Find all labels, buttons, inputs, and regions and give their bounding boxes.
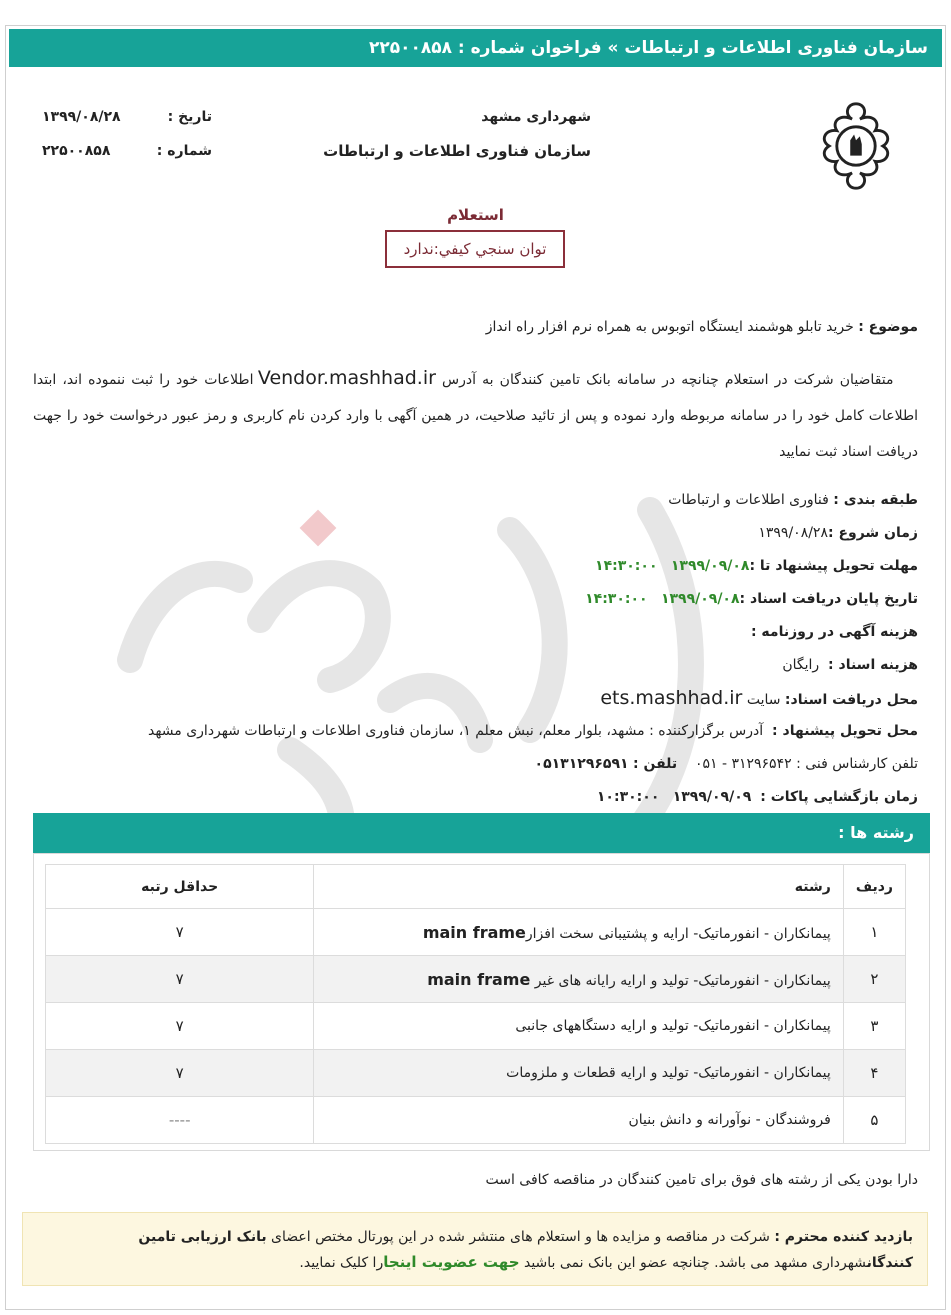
field-text: پیمانکاران - انفورماتیک- ارایه و پشتیبانی سخت افزار <box>525 925 831 942</box>
row-number: ۱ <box>843 909 905 956</box>
deadline-date: ۱۳۹۹/۰۹/۰۸ <box>670 558 750 574</box>
docs-end-row <box>18 583 918 616</box>
tender-details <box>18 484 918 814</box>
subject-text: خرید تابلو هوشمند ایستگاه اتوبوس به همراه نرم افزار راه انداز <box>485 319 854 335</box>
field-name <box>314 909 843 956</box>
header-field: رشته <box>314 865 843 909</box>
min-rank: ۷ <box>46 956 314 1003</box>
row-number: ۳ <box>843 1003 905 1050</box>
deadline-time: ۱۴:۳۰:۰۰ <box>595 558 658 574</box>
table-row <box>46 1097 906 1144</box>
opening-time: ۱۰:۳۰:۰۰ <box>596 789 660 805</box>
delivery-value: آدرس برگزارکننده : مشهد، بلوار معلم، نبش معلم ۱، سازمان فناوری اطلاعات و ارتباطات شهرداری مشهد <box>147 723 764 739</box>
opening-row <box>18 781 918 814</box>
field-text: پیمانکاران - انفورماتیک- تولید و ارایه رایانه های غیر <box>534 972 831 989</box>
min-rank: ۷ <box>46 1050 314 1097</box>
notice-text1: شرکت در مناقصه و مزایده ها و استعلام های منتشر شده در این پورتال مختص اعضای <box>266 1229 775 1245</box>
row-number: ۴ <box>843 1050 905 1097</box>
table-row <box>46 1050 906 1097</box>
deadline-label: مهلت تحویل پیشنهاد تا : <box>749 558 918 574</box>
field-text: پیمانکاران - انفورماتیک- تولید و ارایه دستگاههای جانبی <box>515 1018 831 1034</box>
field-text: پیمانکاران - انفورماتیک- تولید و ارایه قطعات و ملزومات <box>506 1065 831 1081</box>
number-row <box>42 140 212 162</box>
vendor-link[interactable]: Vendor.mashhad.ir <box>257 367 436 389</box>
document-meta <box>42 106 212 162</box>
delivery-label: محل تحویل پیشنهاد : <box>772 723 918 739</box>
fields-section-header <box>33 813 930 853</box>
org-info <box>323 106 591 162</box>
category-row <box>18 484 918 517</box>
doc-cost-value: رایگان <box>782 657 820 673</box>
docs-end-label: تاریخ پایان دریافت اسناد : <box>739 591 918 607</box>
field-name <box>314 1003 843 1050</box>
tech-phone-label: تلفن کارشناس فنی : <box>796 756 918 772</box>
row-number: ۵ <box>843 1097 905 1144</box>
number-value: ۲۲۵۰۰۸۵۸ <box>42 143 111 159</box>
doc-cost-label: هزینه اسناد : <box>828 657 918 673</box>
notice-bank: بانک ارزیابی تامین کنندگان <box>138 1229 913 1271</box>
ets-link[interactable]: ets.mashhad.ir <box>600 687 743 709</box>
organization-name: سازمان فناوری اطلاعات و ارتباطات <box>323 142 591 160</box>
field-latin: main frame <box>427 969 531 989</box>
date-label: تاریخ : <box>167 109 212 125</box>
fields-footnote: دارا بودن یکی از رشته های فوق برای تامین کنندگان در مناقصه کافی است <box>485 1172 918 1188</box>
fields-table <box>45 864 906 1144</box>
table-header-row <box>46 865 906 909</box>
membership-notice <box>22 1212 928 1286</box>
min-rank: ۷ <box>46 1003 314 1050</box>
delivery-row <box>18 715 918 748</box>
notice-lead: بازدید کننده محترم : <box>774 1229 913 1245</box>
header-min-rank: حداقل رتبه <box>46 865 314 909</box>
notice-text3: را کلیک نمایید. <box>299 1255 384 1271</box>
doc-place-label: محل دریافت اسناد: <box>784 692 918 708</box>
fields-table-container <box>33 853 930 1151</box>
phones-row <box>18 748 918 781</box>
field-name <box>314 1050 843 1097</box>
docs-end-date: ۱۳۹۹/۰۹/۰۸ <box>660 591 740 607</box>
field-text: فروشندگان - نوآورانه و دانش بنیان <box>628 1112 831 1128</box>
table-row <box>46 956 906 1003</box>
tech-phone-value: ۳۱۲۹۶۵۴۲ - ۰۵۱ <box>694 756 792 772</box>
ad-cost-label: هزینه آگهی در روزنامه : <box>750 624 918 640</box>
field-latin: main frame <box>422 922 526 942</box>
opening-date: ۱۳۹۹/۰۹/۰۹ <box>672 789 752 805</box>
date-value: ۱۳۹۹/۰۸/۲۸ <box>42 109 121 125</box>
row-number: ۲ <box>843 956 905 1003</box>
ad-cost-row <box>18 616 918 649</box>
field-name <box>314 956 843 1003</box>
quality-assessment-box: توان سنجي كيفي:ندارد <box>385 230 565 268</box>
start-label: زمان شروع : <box>827 525 918 541</box>
opening-label: زمان بازگشایی پاکات : <box>760 789 918 805</box>
instructions-part2: اطلاعات خود را ثبت ننموده اند، ابتدا اطلاعات کامل خود را در سامانه مربوطه وارد نموده و پس از تائید صلاحیت، در همین آگهی با وارد کردن نام کاربری و رمز عبور درخواست خود را جهت دریافت اسناد ثبت نمایید <box>33 372 918 460</box>
table-row <box>46 909 906 956</box>
doc-place-row <box>18 682 918 715</box>
subject-label: موضوع : <box>858 319 918 335</box>
instructions-paragraph <box>33 360 918 470</box>
header-row-number: ردیف <box>843 865 905 909</box>
category-value: فناوری اطلاعات و ارتباطات <box>668 492 829 508</box>
min-rank: ---- <box>46 1097 314 1144</box>
instructions-part1: متقاضیان شرکت در استعلام چنانچه در سامانه بانک تامین کنندگان به آدرس <box>435 372 894 388</box>
fields-section-title: رشته ها : <box>838 823 914 842</box>
phone-value: ۰۵۱۳۱۲۹۶۵۹۱ <box>534 756 629 772</box>
inquiry-title: استعلام <box>447 206 504 224</box>
category-label: طبقه بندی : <box>833 492 918 508</box>
start-value: ۱۳۹۹/۰۸/۲۸ <box>758 525 828 541</box>
doc-cost-row <box>18 649 918 682</box>
table-row <box>46 1003 906 1050</box>
start-row <box>18 517 918 550</box>
date-row <box>42 106 212 128</box>
join-link[interactable]: جهت عضویت اینجا <box>383 1253 520 1271</box>
page-header-title: سازمان فناوری اطلاعات و ارتباطات » فراخوان شماره : ۲۲۵۰۰۸۵۸ <box>368 38 928 58</box>
phone-label: تلفن : <box>633 756 678 772</box>
subject-line <box>486 316 918 338</box>
notice-text2: شهرداری مشهد می باشد. چنانچه عضو این بانک نمی باشید <box>519 1255 867 1271</box>
doc-place-value: سایت <box>746 692 781 708</box>
municipality-name: شهرداری مشهد <box>481 109 591 125</box>
field-name <box>314 1097 843 1144</box>
page-header-bar <box>9 29 942 67</box>
deadline-row <box>18 550 918 583</box>
docs-end-time: ۱۴:۳۰:۰۰ <box>585 591 648 607</box>
mashhad-municipality-logo-icon <box>808 98 904 194</box>
min-rank: ۷ <box>46 909 314 956</box>
number-label: شماره : <box>156 143 212 159</box>
